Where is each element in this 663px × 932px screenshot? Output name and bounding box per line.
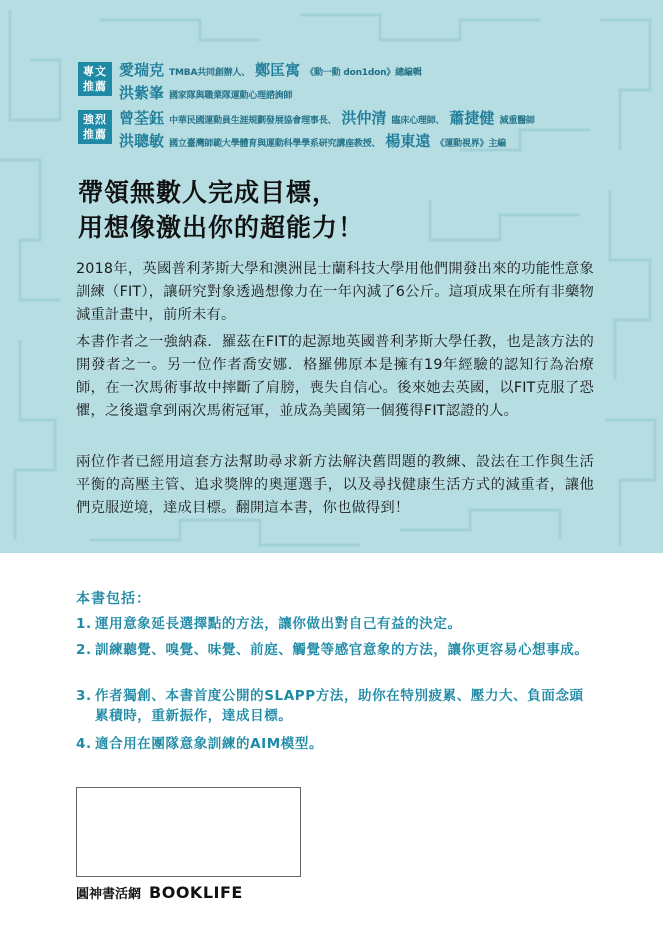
body-paragraph-3: 兩位作者已經用這套方法幫助尋求新方法解決舊問題的教練、設法在工作與生活平衡的高壓主管、追求獎牌的奧運選手，以及尋找健康生活方式的減重者，讓他們克服逆境，達成目標。翻開這本書，你也做得到！: [76, 454, 594, 516]
strong-recommend-tag: 強烈 推薦: [78, 110, 112, 144]
recommender-title: 《動一動 don1don》總編輯: [305, 68, 422, 78]
includes-title: 本書包括：: [76, 591, 151, 607]
includes-item: [76, 734, 596, 754]
recommender-name: 愛瑞克: [119, 61, 165, 79]
feature-recommenders: [119, 60, 422, 106]
includes-item: [76, 686, 596, 726]
headline: [78, 175, 364, 245]
recommender-title: TMBA共同創辦人、: [169, 68, 251, 78]
recommender-name: 曾荃鈺: [119, 109, 165, 127]
item-number: 1.: [76, 616, 92, 632]
item-text: 運用意象延長選擇點的方法，讓你做出對自己有益的決定。: [95, 616, 462, 632]
body-paragraph-1: 2018年，英國普利茅斯大學和澳洲昆士蘭科技大學用他們開發出來的功能性意象訓練（FIT），讓研究對象透過想像力在一年內減了6公斤。這項成果在所有非藥物減重計畫中，前所未有。: [76, 261, 594, 323]
recommender-line: [119, 131, 535, 154]
recommender-name: 洪仲清: [341, 109, 387, 127]
item-number: 2.: [76, 642, 92, 658]
recommender-name: 洪紫峯: [119, 84, 165, 102]
feature-recommend-tag: 專文 推薦: [78, 62, 112, 96]
publisher-logo: [76, 883, 243, 902]
barcode-placeholder-box: [76, 787, 301, 877]
headline-line-1: 帶領無數人完成目標，: [78, 178, 339, 207]
recommender-title: 減重醫師: [499, 116, 535, 126]
headline-line-2: 用想像激出你的超能力！: [78, 213, 365, 242]
recommender-title: 國家隊與職業隊運動心理諮詢師: [169, 91, 293, 101]
recommender-title: 中華民國運動員生涯規劃發展協會理事長、: [169, 116, 337, 126]
publisher-name: 圓神書活網: [76, 887, 142, 902]
publisher-brand: BOOKLIFE: [149, 883, 243, 902]
item-text: 適合用在團隊意象訓練的AIM模型。: [95, 736, 324, 752]
recommender-title: 臨床心理師、: [391, 116, 445, 126]
endorsement-group-feature: [78, 60, 638, 100]
item-number: 4.: [76, 736, 92, 752]
item-number: 3.: [76, 688, 92, 704]
recommender-name: 楊東遠: [385, 132, 431, 150]
recommender-name: 洪聰敏: [119, 132, 165, 150]
recommender-title: 《運動視界》主編: [435, 139, 506, 149]
item-text: 作者獨創、本書首度公開的SLAPP方法，助你在特別疲累、壓力大、負面念頭累積時，重新振作，達成目標。: [95, 688, 584, 724]
recommender-line: [119, 83, 422, 106]
recommender-line: [119, 108, 535, 131]
includes-item: [76, 640, 596, 660]
body-paragraph-2: 本書作者之一強納森．羅茲在FIT的起源地英國普利茅斯大學任教，也是該方法的開發者之一。另一位作者喬安娜．格羅佛原本是擁有19年經驗的認知行為治療師，在一次馬術事故中摔斷了肩膀，喪失自信心。後來她去英國，以FIT克服了恐懼，之後還拿到兩次馬術冠軍，並成為美國第一個獲得FIT認證的人。: [76, 334, 594, 419]
recommender-name: 鄭匡寓: [255, 61, 301, 79]
recommender-name: 蕭捷健: [449, 109, 495, 127]
strong-recommenders: [119, 108, 535, 154]
includes-item: [76, 614, 596, 634]
endorsement-group-strong: [78, 108, 638, 148]
item-text: 訓練聽覺、嗅覺、味覺、前庭、觸覺等感官意象的方法，讓你更容易心想事成。: [95, 642, 589, 658]
recommender-title: 國立臺灣師範大學體育與運動科學學系研究講座教授、: [169, 139, 381, 149]
recommender-line: [119, 60, 422, 83]
